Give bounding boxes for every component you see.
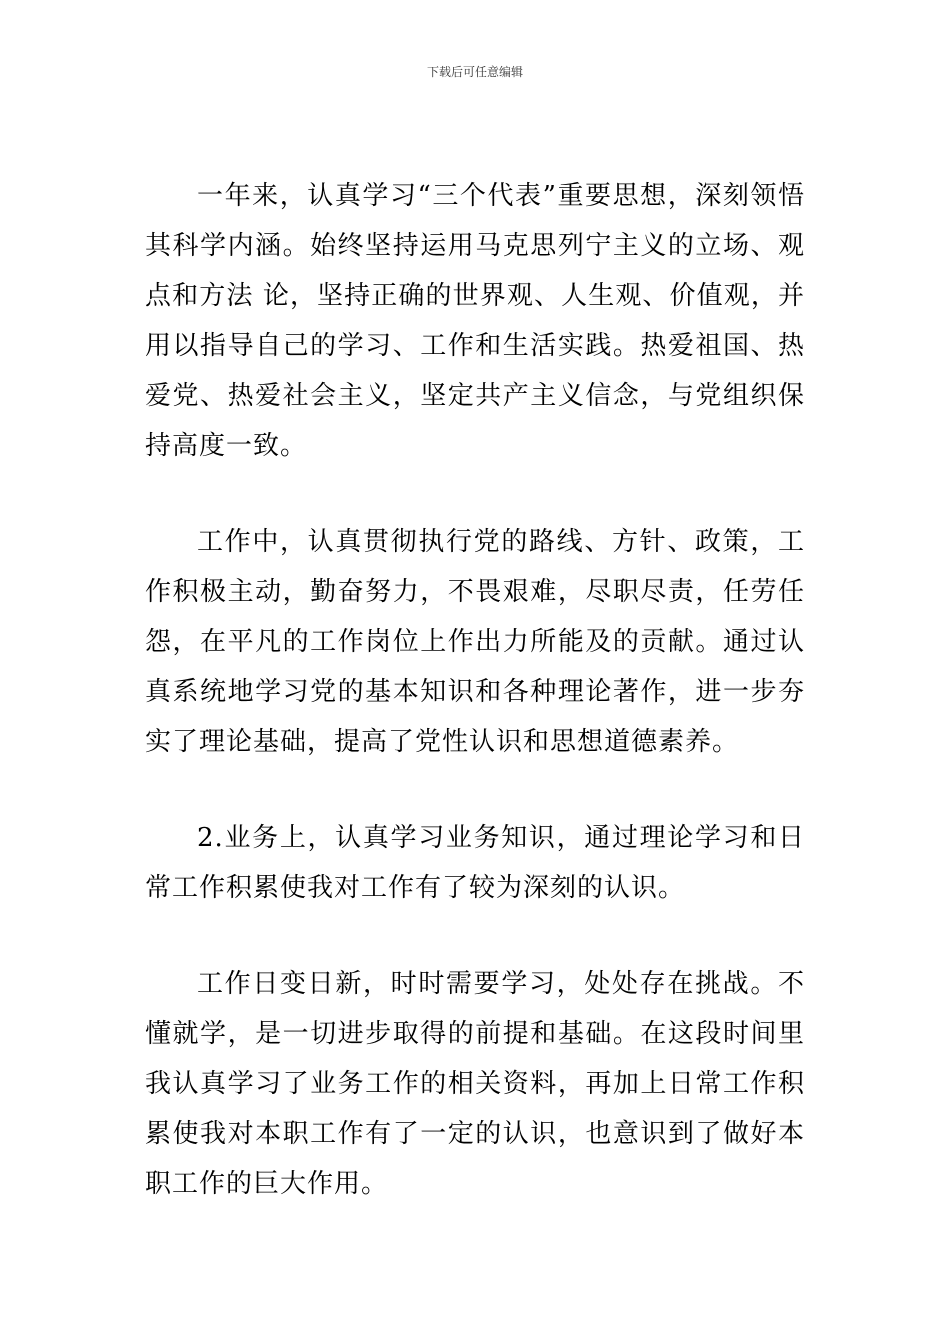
paragraph-2: 工作中，认真贯彻执行党的路线、方针、政策，工作积极主动，勤奋努力，不畏艰难，尽职尽责，任劳任怨，在平凡的工作岗位上作出力所能及的贡献。通过认真系统地学习党的基本知识和各种理论著作，进一步夯实了理论基础，提高了党性认识和思想道德素养。	[145, 527, 805, 757]
paragraph-4: 工作日变日新，时时需要学习，处处存在挑战。不懂就学，是一切进步取得的前提和基础。在这段时间里我认真学习了业务工作的相关资料，再加上日常工作积累使我对本职工作有了一定的认识，也意识到了做好本职工作的巨大作用。	[145, 969, 805, 1199]
document-body	[145, 171, 805, 1209]
header-note: 下载后可任意编辑	[426, 65, 523, 79]
paragraph-1: 一年来，认真学习“三个代表”重要思想，深刻领悟其科学内涵。始终坚持运用马克思列宁主义的立场、观点和方法 论，坚持正确的世界观、人生观、价值观，并用以指导自己的学习、工作和生活实践。热爱祖国、热爱党、热爱社会主义，坚定共产主义信念，与党组织保持高度一致。	[145, 181, 805, 461]
paragraph-3: 2.业务上，认真学习业务知识，通过理论学习和日常工作积累使我对工作有了较为深刻的认识。	[145, 823, 805, 903]
